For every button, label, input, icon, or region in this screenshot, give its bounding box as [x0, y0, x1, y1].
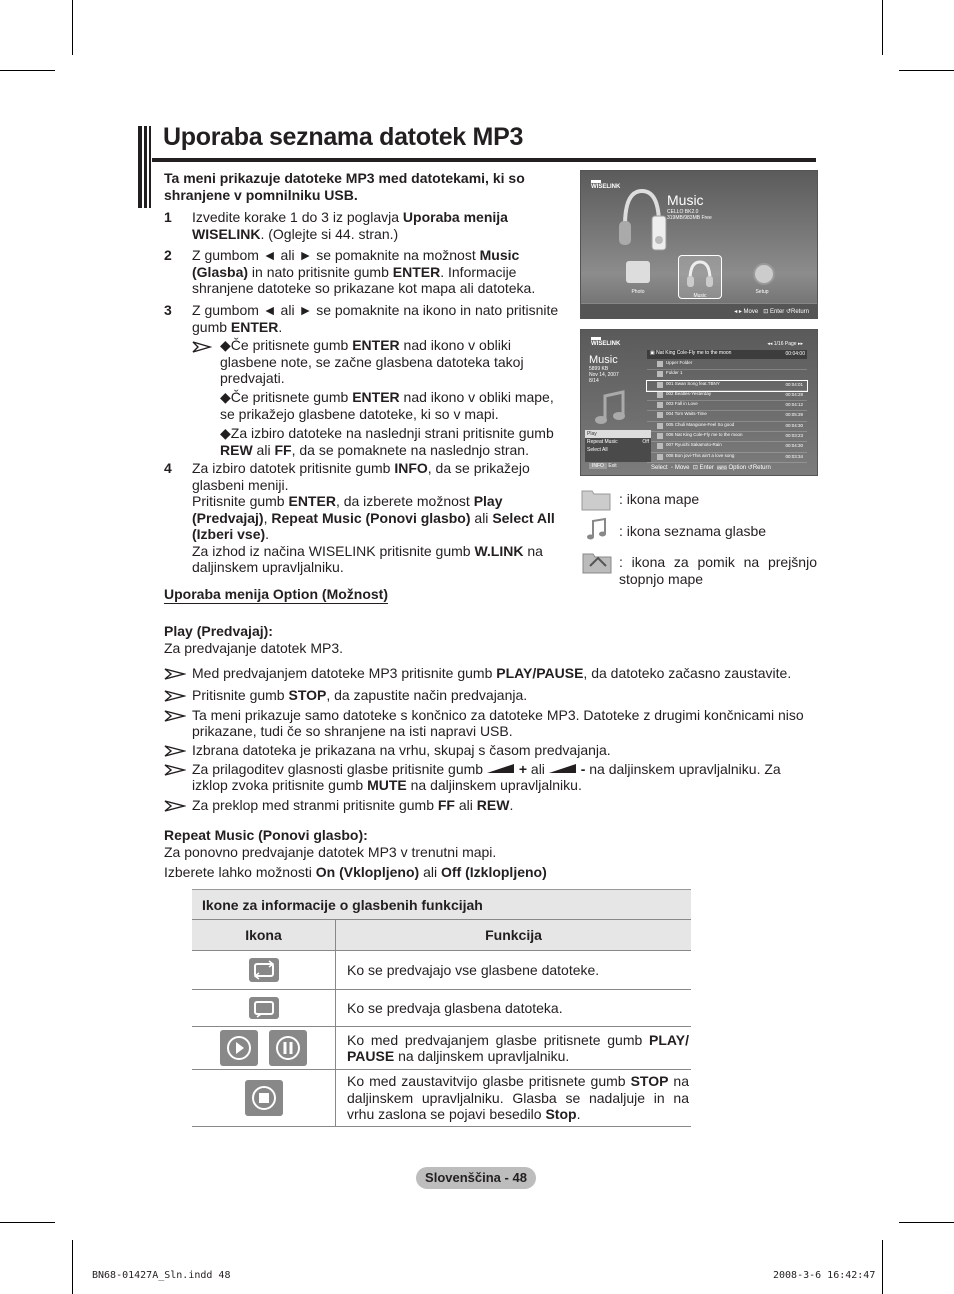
- step-4-text: Za izbiro datotek pritisnite gumb INFO, da se prikažejo glasbeni meniji. Pritisnite gumb ENTER, da izberete možnost Play (Predvajaj), Repeat Music (Ponovi glasbo) ali Select All (Izberi vse). Za izhod iz načina WISELINK pritisnite gumb W.LINK na daljinskem upravljalniku.: [192, 460, 555, 575]
- file-duration: 00:03:23: [785, 433, 803, 439]
- music-note-icon: [657, 382, 663, 388]
- file-list-row[interactable]: [647, 453, 807, 463]
- function-text: Ko med predvajanjem glasbe pritisnete gumb PLAY/ PAUSE na daljinskem upravljalniku.: [336, 1027, 692, 1070]
- option-menu: [585, 430, 651, 462]
- note-arrow-icon: [164, 800, 186, 812]
- note-arrow-icon: [164, 668, 186, 680]
- file-list-row[interactable]: [647, 381, 807, 391]
- file-duration: 00:03:34: [785, 453, 803, 459]
- enter-hint: Enter: [769, 309, 785, 315]
- file-list-row[interactable]: [647, 432, 807, 442]
- intro-text: Ta meni prikazuje datoteke MP3 med datotekami, ki so shranjene v pomnilniku USB.: [164, 170, 525, 203]
- note-item: Za preklop med stranmi pritisnite gumb FF ali REW.: [164, 797, 824, 817]
- function-text: Ko se predvaja glasbena datoteka.: [336, 990, 692, 1027]
- music-note-icon: [657, 423, 663, 429]
- music-label: Music: [589, 354, 618, 366]
- file-duration: 00:04:28: [785, 391, 803, 397]
- step-3-bullet-1: ◆Če pritisnete gumb ENTER nad ikono v obliki glasbene note, se začne glasbena datoteka takoj predvajati.: [220, 337, 524, 386]
- file-info: 5899 KB Nov 14, 2007 8/14: [589, 366, 619, 384]
- setup-gear-icon[interactable]: [753, 263, 775, 285]
- step-1-text: Izvedite korake 1 do 3 iz poglavja Uporaba menija WISELINK. (Oglejte si 44. stran.): [192, 209, 508, 242]
- file-name: 008 Bon jovi-This ain't a love song: [666, 452, 735, 458]
- step-number: 2: [164, 247, 172, 263]
- page-title: Uporaba seznama datotek MP3: [163, 123, 524, 151]
- music-note-icon: [657, 454, 663, 460]
- now-playing-bar: ▣ Nat King Cole-Fly me to the moon 00:04:00: [647, 350, 807, 359]
- file-list-row[interactable]: [647, 442, 807, 452]
- music-note-icon: [657, 412, 663, 418]
- file-duration: 00:04:30: [785, 443, 803, 449]
- repeat-heading: Repeat Music (Ponovi glasbo):: [164, 827, 368, 843]
- pause-icon: [269, 1030, 307, 1066]
- folder-icon: [581, 487, 611, 511]
- page-indicator: ◂◂ 1/16 Page ▸▸: [767, 341, 803, 347]
- table-caption: Ikone za informacije o glasbenih funkcijah: [192, 890, 691, 920]
- upper-folder-icon: [582, 548, 612, 574]
- file-name: Upper Folder: [666, 360, 693, 365]
- volume-down-icon: [549, 763, 577, 774]
- folder-icon: [657, 361, 663, 367]
- note-arrow-icon: [164, 745, 186, 757]
- stop-icon: [245, 1080, 283, 1116]
- step-3-text: Z gumbom ◄ ali ► se pomaknite na ikono in nato pritisnite gumb ENTER.: [192, 302, 559, 335]
- note-item: Pritisnite gumb STOP, da zapustite način predvajanja.: [164, 687, 824, 707]
- wiselink-music-list-screenshot: [580, 329, 818, 476]
- table-row: [192, 951, 691, 990]
- file-duration: 00:04:12: [785, 402, 803, 408]
- device-info: CELLO BK2.0 319MB/983MB Free: [667, 209, 712, 221]
- photo-icon[interactable]: [626, 261, 650, 283]
- note-item: Med predvajanjem datoteke MP3 pritisnite gumb PLAY/PAUSE, da datoteko začasno zaustavite.: [164, 665, 824, 687]
- file-list: [647, 360, 807, 463]
- notes-list: [164, 665, 824, 817]
- page-number-badge: Slovenščina - 48: [416, 1167, 536, 1189]
- title-rule: [152, 158, 816, 162]
- music-headphones-icon: [679, 256, 721, 290]
- music-function-icons-table: [192, 889, 691, 1127]
- music-list-icon: [585, 517, 609, 541]
- folder-legend-text: : ikona mape: [619, 491, 700, 507]
- wiselink-logo: WISELINK: [591, 337, 620, 347]
- wiselink-logo: WISELINK: [591, 180, 620, 190]
- step-3-bullet-2: ◆Če pritisnete gumb ENTER nad ikono v obliki mape, se prikažejo glasbene datoteke, ki so v mapi.: [220, 389, 554, 422]
- note-arrow-icon: [164, 764, 186, 776]
- step-number: 3: [164, 302, 172, 318]
- wiselink-main-screenshot: [580, 170, 818, 319]
- file-duration: 00:04:30: [785, 422, 803, 428]
- table-row: [192, 990, 691, 1027]
- option-play[interactable]: Play: [585, 430, 651, 438]
- note-item: Izbrana datoteka je prikazana na vrhu, skupaj s časom predvajanja.: [164, 742, 824, 761]
- music-list-legend-text: : ikona seznama glasbe: [619, 523, 767, 539]
- file-list-row[interactable]: [647, 411, 807, 421]
- file-name: 006 Nat King Cole-Fly me to the moon: [666, 432, 743, 438]
- option-menu-heading: Uporaba menija Option (Možnost): [164, 586, 388, 602]
- play-icon: [220, 1030, 258, 1066]
- tv1-bottom-bar: [581, 303, 817, 319]
- photo-label: Photo: [631, 289, 645, 295]
- file-list-row[interactable]: [647, 391, 807, 401]
- step-2-text: Z gumbom ◄ ali ► se pomaknite na možnost Music (Glasba) in nato pritisnite gumb ENTER. Informacije shranjene datoteke so prikazane kot mapa ali datoteka.: [192, 247, 536, 296]
- option-repeat-music[interactable]: Repeat Music Off: [587, 439, 649, 445]
- column-header-icon: Ikona: [192, 920, 336, 951]
- return-icon: ↺: [785, 309, 791, 315]
- file-list-row[interactable]: [647, 422, 807, 432]
- tv2-bottom-hints: Select ◦ Move ⊡ Enter INFO Option ↺Return: [651, 465, 771, 471]
- music-note-icon: [657, 443, 663, 449]
- move-hint: ◂ ▸ Move: [734, 309, 759, 315]
- option-select-all[interactable]: Select All: [587, 447, 608, 453]
- folder-icon: [657, 371, 663, 377]
- return-hint: Return: [790, 309, 809, 315]
- music-label: Music: [667, 192, 704, 208]
- file-name: 001 Swan Song feat.TBNY: [666, 380, 720, 386]
- file-name: 004 Tom Waits-Time: [666, 411, 707, 417]
- step-number: 4: [164, 460, 172, 476]
- music-note-icon: [657, 402, 663, 408]
- slug-left: BN68-01427A_Sln.indd 48: [92, 1270, 231, 1281]
- upper-folder-legend-text: : ikona za pomik na prejšnjo stopnjo mape: [619, 554, 817, 587]
- file-duration: 00:05:39: [785, 412, 803, 418]
- file-list-row[interactable]: [647, 370, 807, 380]
- function-text: Ko med zaustavitvijo glasbe pritisnete gumb STOP na daljinskem upravljalniku. Glasba se nadaljuje in na vrhu zaslona se pojavi besedilo Stop.: [336, 1070, 692, 1127]
- file-list-row[interactable]: [647, 401, 807, 411]
- repeat-text: Za ponovno predvajanje datotek MP3 v trenutni mapi.: [164, 844, 497, 860]
- music-note-icon: [657, 433, 663, 439]
- function-text: Ko se predvajajo vse glasbene datoteke.: [336, 951, 692, 990]
- exit-hint: INFO Exit: [589, 463, 617, 469]
- note-item: Ta meni prikazuje samo datoteke s končnico za datoteke MP3. Datoteke z drugimi končnicami niso prikazane, tudi če so shranjene na isti napravi USB.: [164, 707, 824, 742]
- repeat-options-text: Izberete lahko možnosti On (Vklopljeno) ali Off (Izklopljeno): [164, 864, 547, 880]
- file-name: 002 Beatles-Yesterday: [666, 390, 712, 396]
- file-duration: 00:04:01: [785, 381, 803, 387]
- setup-label: Setup: [755, 289, 769, 295]
- table-row: [192, 1027, 691, 1070]
- note-arrow-icon: [192, 340, 212, 356]
- note-item: Za prilagoditev glasnosti glasbe pritisnite gumb + ali - na daljinskem upravljalniku. Za izklop zvoka pritisnite gumb MUTE na daljinskem upravljalniku.: [164, 761, 824, 797]
- column-header-function: Funkcija: [336, 920, 692, 951]
- file-name: Folder 1: [666, 370, 683, 376]
- file-name: 007 Ryuichi Sakamoto-Rain: [666, 442, 722, 448]
- note-arrow-icon: [164, 690, 186, 702]
- step-number: 1: [164, 209, 172, 225]
- note-arrow-icon: [164, 710, 186, 722]
- mp3-player-icon: [651, 215, 667, 251]
- volume-up-icon: [487, 763, 515, 774]
- enter-icon: ⊡: [763, 309, 769, 315]
- step-3-bullet-3: ◆Za izbiro datoteke na naslednji strani pritisnite gumb REW ali FF, da se pomaknete na naslednjo stran.: [220, 425, 554, 458]
- repeat-all-icon: [249, 958, 279, 982]
- play-text: Za predvajanje datotek MP3.: [164, 640, 343, 656]
- file-list-row[interactable]: [647, 360, 807, 370]
- repeat-one-icon: [249, 997, 279, 1019]
- play-heading: Play (Predvajaj):: [164, 623, 273, 639]
- table-row: [192, 1070, 691, 1127]
- file-name: 003 Fall in Love: [666, 401, 698, 407]
- music-menu-item[interactable]: [678, 255, 722, 299]
- music-menu-label: Music: [693, 293, 707, 299]
- music-note-icon: [591, 388, 631, 428]
- file-name: 005 Chuli Mangione-Feel So good: [666, 421, 735, 427]
- music-note-icon: [657, 392, 663, 398]
- slug-right: 2008-3-6 16:42:47: [773, 1270, 876, 1281]
